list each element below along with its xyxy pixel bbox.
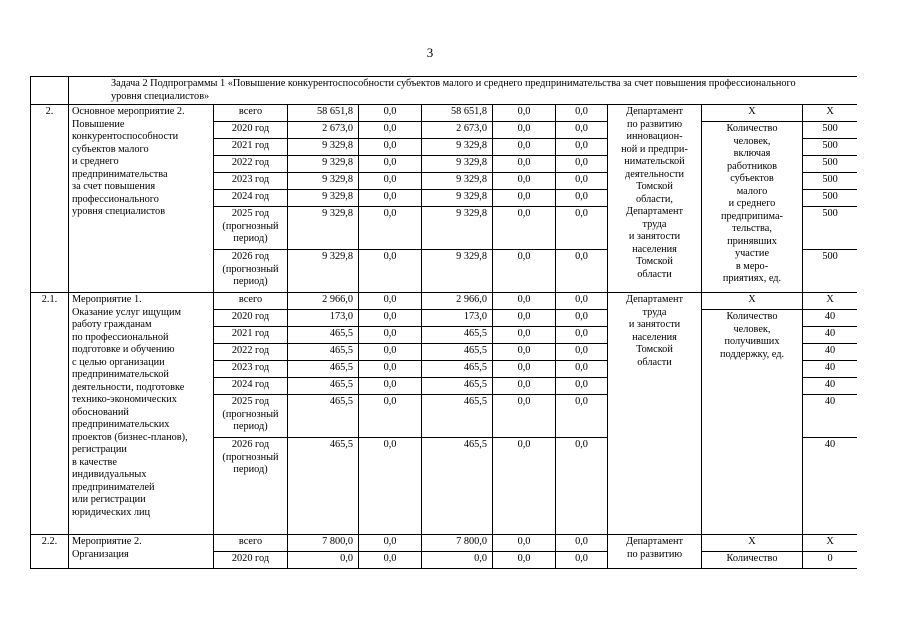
target-value-cell: Х [803, 105, 858, 122]
target-value-cell: 500 [803, 190, 858, 207]
activity-name-line: проектов (бизнес-планов), [72, 431, 188, 443]
row-number: 2. [31, 105, 69, 293]
value-cell: 0,0 [422, 552, 493, 569]
period-cell-line: период) [233, 276, 268, 287]
indicator-cell-line: и среднего [728, 198, 776, 209]
value-cell: 0,0 [359, 438, 422, 535]
target-value-cell: 500 [803, 139, 858, 156]
target-value-cell: 500 [803, 156, 858, 173]
period-cell-line: 2025 год [231, 208, 270, 219]
indicator-cell-line: тельства, [732, 223, 772, 234]
activity-name-line: подготовке и обучению [72, 344, 175, 355]
activity-name-line: с целью организации [72, 356, 165, 368]
value-cell: 465,5 [422, 378, 493, 395]
row-number: 2.2. [31, 535, 69, 569]
indicator-cell-line: получивших [724, 336, 780, 347]
period-cell: 2020 год [214, 552, 288, 569]
value-cell: 0,0 [493, 395, 556, 438]
period-cell-line: 2025 год [231, 396, 270, 407]
value-cell: 0,0 [359, 361, 422, 378]
value-cell: 0,0 [493, 207, 556, 250]
value-cell: 173,0 [422, 310, 493, 327]
activity-name-line: по профессиональной [72, 331, 169, 343]
period-cell: 2020 год [214, 310, 288, 327]
value-cell: 0,0 [359, 207, 422, 250]
indicator-cell-line: субъектов [730, 173, 774, 184]
department-cell-line: по развитию [626, 548, 683, 560]
total-cell: 465,5 [288, 438, 359, 535]
target-value-cell: 500 [803, 122, 858, 139]
value-cell: 465,5 [422, 327, 493, 344]
value-cell: 0,0 [359, 327, 422, 344]
value-cell: 0,0 [493, 173, 556, 190]
activity-name-line: или регистрации [72, 494, 146, 505]
target-value-cell: 40 [803, 378, 858, 395]
indicator-cell-line: человек, [733, 323, 771, 335]
task-header: Задача 2 Подпрограммы 1 «Повышение конкурентоспособности субъектов малого и среднего предпринимательства за счет повышения профессионального уровня специалистов» [69, 77, 858, 105]
department-cell-line: труда [642, 306, 667, 318]
value-cell: 0,0 [493, 378, 556, 395]
task-header-row [31, 77, 858, 105]
value-cell: 0,0 [493, 122, 556, 139]
value-cell: 0,0 [556, 378, 608, 395]
period-cell-line: (прогнозный [222, 220, 279, 232]
total-cell: 465,5 [288, 361, 359, 378]
target-value-cell: 40 [803, 344, 858, 361]
value-cell: 0,0 [556, 293, 608, 310]
activity-name-line: и среднего [72, 156, 119, 167]
value-cell: 0,0 [493, 327, 556, 344]
target-value-cell: 40 [803, 327, 858, 344]
department-cell-line: инновацион- [626, 131, 683, 142]
activity-name-line: предпринимательства [72, 168, 168, 180]
period-cell-line: период) [233, 233, 268, 244]
target-value-cell: 500 [803, 173, 858, 190]
department-cell-line: населения [632, 331, 677, 343]
activity-name-line: субъектов малого [72, 143, 149, 155]
department-cell-line: области [637, 356, 672, 368]
value-cell: 0,0 [359, 250, 422, 293]
indicator-cell-line: участие [734, 248, 770, 259]
period-cell [214, 395, 288, 438]
period-cell [214, 207, 288, 250]
department-cell-line: ной и предпри- [621, 143, 688, 155]
department-cell-line: области, [636, 193, 673, 205]
activity-name-line: конкурентоспособности [72, 131, 179, 142]
department-cell-line: Томской [636, 256, 673, 267]
activity-name-line: предпринимателей [72, 481, 155, 493]
indicator-cell: Количество [702, 552, 803, 569]
value-cell: 0,0 [556, 173, 608, 190]
department-cell-line: по развитию [626, 118, 683, 130]
value-cell: 0,0 [359, 552, 422, 569]
department-cell-line: Томской [636, 344, 673, 355]
department-cell-line: Департамент [625, 294, 684, 305]
indicator-cell [702, 310, 803, 535]
indicator-cell-line: включая [733, 148, 771, 159]
department-cell-line: области [637, 268, 672, 280]
total-cell: 9 329,8 [288, 250, 359, 293]
value-cell: 465,5 [422, 361, 493, 378]
period-cell: 2024 год [214, 378, 288, 395]
indicator-cell-line: человек, [733, 135, 771, 147]
value-cell: 0,0 [493, 156, 556, 173]
value-cell: 0,0 [493, 105, 556, 122]
value-cell: 0,0 [556, 207, 608, 250]
activity-name-line: регистрации [72, 444, 127, 455]
activity-name-line: работу гражданам [72, 319, 152, 330]
indicator-cell-line: работников [727, 160, 777, 172]
activity-name-line: Организация [72, 548, 129, 560]
indicator-cell-line: малого [736, 185, 768, 197]
total-cell: 7 800,0 [288, 535, 359, 552]
total-cell: 2 673,0 [288, 122, 359, 139]
value-cell: 0,0 [556, 310, 608, 327]
period-cell: 2022 год [214, 344, 288, 361]
activity-name-line: предпринимательских [72, 419, 170, 430]
program-table [30, 76, 857, 569]
department-cell-line: населения [632, 243, 677, 255]
activity-name-line: Оказание услуг ищущим [72, 306, 182, 318]
activity-name-line: индивидуальных [72, 469, 147, 480]
activity-name [69, 293, 214, 535]
indicator-cell: Х [702, 105, 803, 122]
department-cell-line: Департамент [625, 106, 684, 117]
activity-name-line: профессионального [72, 193, 159, 205]
target-value-cell: 500 [803, 250, 858, 293]
value-cell: 9 329,8 [422, 156, 493, 173]
value-cell: 0,0 [556, 122, 608, 139]
activity-name [69, 535, 214, 569]
value-cell: 0,0 [556, 361, 608, 378]
value-cell: 0,0 [359, 173, 422, 190]
indicator-cell-line: поддержку, ед. [719, 348, 785, 360]
value-cell: 0,0 [493, 139, 556, 156]
value-cell: 9 329,8 [422, 190, 493, 207]
activity-name [69, 105, 214, 293]
period-cell: 2024 год [214, 190, 288, 207]
activity-name-line: технико-экономических [72, 394, 177, 405]
activity-name-line: юридических лиц [72, 506, 151, 518]
value-cell: 0,0 [556, 438, 608, 535]
indicator-cell-line: в меро- [735, 260, 769, 272]
empty-cell [31, 77, 69, 105]
value-cell: 0,0 [359, 293, 422, 310]
value-cell: 0,0 [556, 250, 608, 293]
department-cell-line: деятельности [625, 168, 684, 180]
indicator-cell-line: Количество [726, 311, 778, 322]
value-cell: 0,0 [359, 139, 422, 156]
activity-name-line: Повышение [72, 118, 125, 130]
total-cell: 9 329,8 [288, 156, 359, 173]
activity-name-line: предпринимательской [72, 369, 169, 380]
activity-name-line: за счет повышения [72, 181, 156, 192]
program-table-container [30, 76, 857, 640]
value-cell: 0,0 [493, 438, 556, 535]
value-cell: 0,0 [493, 552, 556, 569]
department-cell-line: и занятости [628, 319, 681, 330]
period-cell: 2023 год [214, 173, 288, 190]
indicator-cell-line: Количество [726, 123, 778, 134]
value-cell: 0,0 [556, 156, 608, 173]
indicator-cell [702, 122, 803, 293]
value-cell: 0,0 [359, 105, 422, 122]
period-cell: 2020 год [214, 122, 288, 139]
department-cell-line: труда [642, 218, 667, 230]
total-cell: 465,5 [288, 327, 359, 344]
value-cell: 0,0 [359, 395, 422, 438]
period-cell: всего [214, 105, 288, 122]
total-cell: 465,5 [288, 344, 359, 361]
indicator-cell-line: принявших [727, 235, 777, 247]
total-cell: 58 651,8 [288, 105, 359, 122]
value-cell: 0,0 [359, 156, 422, 173]
value-cell: 465,5 [422, 438, 493, 535]
value-cell: 0,0 [556, 139, 608, 156]
indicator-cell: Х [702, 535, 803, 552]
department-cell-line: и занятости [628, 231, 681, 242]
table-row [31, 535, 858, 552]
total-cell: 9 329,8 [288, 207, 359, 250]
total-cell: 9 329,8 [288, 190, 359, 207]
period-cell: 2023 год [214, 361, 288, 378]
value-cell: 9 329,8 [422, 173, 493, 190]
period-cell-line: (прогнозный [222, 451, 279, 463]
total-cell: 465,5 [288, 378, 359, 395]
value-cell: 0,0 [359, 122, 422, 139]
target-value-cell: Х [803, 535, 858, 552]
indicator-cell-line: приятиях, ед. [722, 273, 782, 284]
value-cell: 0,0 [359, 190, 422, 207]
value-cell: 465,5 [422, 344, 493, 361]
target-value-cell: 500 [803, 207, 858, 250]
department-cell [608, 105, 702, 293]
table-row [31, 105, 858, 122]
value-cell: 2 673,0 [422, 122, 493, 139]
department-cell-line: Томской [636, 181, 673, 192]
activity-name-line: Основное мероприятие 2. [72, 106, 185, 117]
value-cell: 9 329,8 [422, 250, 493, 293]
value-cell: 0,0 [493, 361, 556, 378]
value-cell: 0,0 [359, 378, 422, 395]
target-value-cell: 40 [803, 395, 858, 438]
value-cell: 0,0 [493, 250, 556, 293]
value-cell: 0,0 [359, 310, 422, 327]
activity-name-line: обоснований [72, 406, 129, 418]
value-cell: 9 329,8 [422, 207, 493, 250]
value-cell: 0,0 [556, 535, 608, 552]
department-cell [608, 535, 702, 569]
period-cell-line: 2026 год [231, 439, 270, 450]
department-cell-line: нимательской [624, 156, 685, 167]
department-cell [608, 293, 702, 535]
period-cell-line: 2026 год [231, 251, 270, 262]
indicator-cell: Х [702, 293, 803, 310]
value-cell: 0,0 [493, 535, 556, 552]
value-cell: 9 329,8 [422, 139, 493, 156]
department-cell-line: Департамент [625, 536, 684, 547]
activity-name-line: уровня специалистов [72, 206, 166, 217]
period-cell [214, 438, 288, 535]
value-cell: 0,0 [359, 535, 422, 552]
period-cell-line: (прогнозный [222, 408, 279, 420]
period-cell: всего [214, 293, 288, 310]
total-cell: 0,0 [288, 552, 359, 569]
value-cell: 0,0 [556, 190, 608, 207]
value-cell: 0,0 [493, 190, 556, 207]
value-cell: 0,0 [493, 293, 556, 310]
value-cell: 0,0 [493, 344, 556, 361]
value-cell: 0,0 [556, 395, 608, 438]
total-cell: 9 329,8 [288, 173, 359, 190]
target-value-cell: Х [803, 293, 858, 310]
period-cell: 2021 год [214, 327, 288, 344]
row-number: 2.1. [31, 293, 69, 535]
period-cell-line: период) [233, 464, 268, 475]
target-value-cell: 40 [803, 361, 858, 378]
total-cell: 173,0 [288, 310, 359, 327]
total-cell: 465,5 [288, 395, 359, 438]
value-cell: 7 800,0 [422, 535, 493, 552]
period-cell: 2022 год [214, 156, 288, 173]
period-cell: 2021 год [214, 139, 288, 156]
period-cell-line: период) [233, 421, 268, 432]
activity-name-line: деятельности, подготовке [72, 381, 185, 393]
page-number: 3 [426, 45, 434, 60]
value-cell: 0,0 [359, 344, 422, 361]
value-cell: 0,0 [556, 327, 608, 344]
period-cell-line: (прогнозный [222, 263, 279, 275]
activity-name-line: Мероприятие 2. [72, 536, 142, 547]
activity-name-line: Мероприятие 1. [72, 294, 142, 305]
value-cell: 0,0 [556, 105, 608, 122]
value-cell: 0,0 [493, 310, 556, 327]
value-cell: 0,0 [556, 344, 608, 361]
period-cell: всего [214, 535, 288, 552]
target-value-cell: 0 [803, 552, 858, 569]
table-row [31, 293, 858, 310]
value-cell: 58 651,8 [422, 105, 493, 122]
value-cell: 465,5 [422, 395, 493, 438]
target-value-cell: 40 [803, 438, 858, 535]
department-cell-line: Департамент [625, 206, 684, 217]
activity-name-line: в качестве [72, 456, 117, 468]
period-cell [214, 250, 288, 293]
value-cell: 0,0 [556, 552, 608, 569]
value-cell: 2 966,0 [422, 293, 493, 310]
target-value-cell: 40 [803, 310, 858, 327]
total-cell: 2 966,0 [288, 293, 359, 310]
indicator-cell-line: предприпима- [721, 210, 783, 222]
total-cell: 9 329,8 [288, 139, 359, 156]
